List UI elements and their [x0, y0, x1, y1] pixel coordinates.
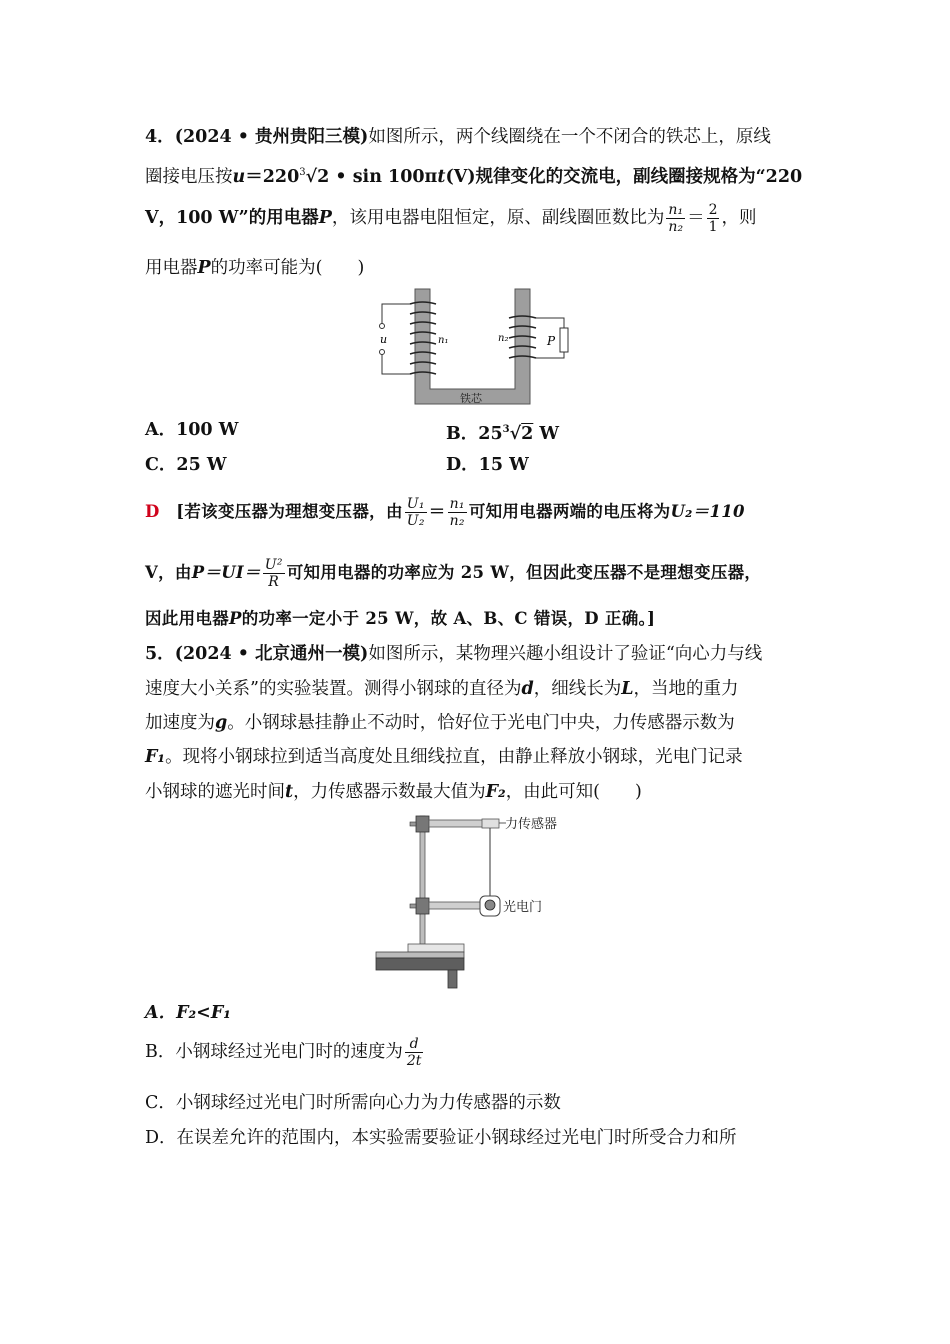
q4-line-3 — [145, 200, 810, 236]
answer-p3: U₂＝110 — [670, 502, 745, 521]
q5-text-3a: 加速度为 — [145, 713, 215, 733]
answer-eq: ＝ — [428, 502, 446, 521]
answer-frac-n-den: n₂ — [449, 513, 465, 529]
answer-frac-n — [448, 496, 467, 529]
q4-text-2c: 2 • sin 100π — [317, 166, 438, 187]
answer-p4: V，由 — [145, 563, 192, 582]
label-P: P — [547, 334, 556, 348]
q4-text-4b: 的功率可能为( ) — [210, 258, 365, 278]
var-L: L — [621, 679, 634, 699]
var-F1: F₁ — [145, 747, 166, 767]
answer-p5: P＝UI＝ — [191, 563, 261, 582]
q4-answer-line-1 — [145, 494, 810, 530]
q4-answer-line-2 — [145, 553, 810, 593]
answer-frac-power-den: R — [268, 574, 280, 590]
transformer-figure — [370, 286, 570, 408]
mid-clamp-screw — [410, 904, 416, 908]
opt-b-post: W — [533, 423, 560, 444]
q4-radical: √ — [305, 166, 318, 187]
q5-text-5a: 小钢球的遮光时间 — [145, 782, 285, 802]
q4-line-4 — [145, 255, 810, 281]
q5-text-4b: 。现将小钢球拉到适当高度处且细线拉直，由静止释放小钢球，光电门记录 — [165, 747, 743, 767]
q5-number: 5． — [145, 644, 175, 664]
opt-b-pre: B．25 — [446, 423, 503, 444]
answer-frac-U-den: U₂ — [406, 513, 425, 529]
q5-option-B-text: B．小钢球经过光电门时的速度为 — [145, 1042, 403, 1062]
q4-text-3d: ，则 — [721, 208, 757, 228]
q4-text-2b: ＝220 — [245, 166, 300, 187]
q5-text-5b: ，力传感器示数最大值为 — [293, 782, 486, 802]
top-clamp — [416, 816, 429, 832]
primary-wire-top — [382, 304, 410, 324]
q5-line-5 — [145, 779, 810, 805]
mid-clamp — [416, 898, 429, 914]
q4-number: 4． — [145, 127, 175, 147]
q4-line-2 — [145, 160, 810, 190]
q5-line-1 — [145, 641, 810, 667]
q5-source: (2024 • 北京通州一模) — [174, 644, 369, 664]
terminal-top — [380, 324, 385, 329]
q4-text-3a: V，100 W”的用电器 — [145, 208, 319, 228]
label-sensor: 力传感器 — [505, 817, 558, 832]
ratio-num: 2 — [708, 202, 718, 218]
answer-frac-power — [263, 557, 285, 590]
var-P: P — [318, 208, 332, 228]
var-t: t — [437, 166, 446, 187]
answer-frac-U — [405, 496, 427, 529]
q5-text-2b: ，细线长为 — [533, 679, 622, 699]
q4-option-B[interactable] — [446, 417, 559, 447]
velocity-num: d — [405, 1036, 424, 1053]
table-top — [376, 952, 464, 958]
label-u: u — [380, 333, 388, 346]
answer-p6: 可知用电器的功率应为 25 W，但因此变压器不是理想变压器， — [286, 563, 762, 582]
table-leg — [448, 970, 457, 988]
answer-frac-U-num: U₁ — [406, 496, 425, 512]
resistor-P — [560, 328, 568, 352]
secondary-wire-top — [536, 318, 564, 328]
opt-b-index: 3 — [502, 424, 510, 435]
q5-text-2a: 速度大小关系”的实验装置。测得小钢球的直径为 — [145, 679, 522, 699]
var-d: d — [521, 679, 534, 699]
turns-fraction — [666, 202, 685, 235]
q5-text-1: 如图所示，某物理兴趣小组设计了验证“向心力与线 — [368, 644, 763, 664]
q4-text-2d: (V)规律变化的交流电，副线圈接规格为“220 — [445, 166, 803, 187]
answer-p2: 可知用电器两端的电压将为 — [468, 502, 671, 521]
stand-base — [408, 944, 464, 952]
velocity-fraction — [405, 1036, 424, 1069]
q5-option-D[interactable]: D．在误差允许的范围内，本实验需要验证小钢球经过光电门时所受合力和所 — [145, 1128, 737, 1148]
answer-frac-power-num: U² — [264, 557, 283, 573]
q5-option-B[interactable] — [145, 1033, 425, 1071]
steel-ball — [485, 900, 495, 910]
q5-text-5c: ，由此可知( ) — [505, 782, 642, 802]
q4-text-3b: ，该用电器电阻恒定，原、副线圈匝数比为 — [331, 208, 665, 228]
label-core: 铁芯 — [460, 392, 482, 405]
q4-text-1: 如图所示，两个线圈绕在一个不闭合的铁芯上，原线 — [368, 127, 771, 147]
q5-text-3b: 。小钢球悬挂静止不动时，恰好位于光电门中央，力传感器示数为 — [227, 713, 735, 733]
label-n1: n₁ — [438, 335, 449, 346]
answer-letter: D — [145, 502, 160, 521]
q5-option-C[interactable]: C．小钢球经过光电门时所需向心力为力传感器的示数 — [145, 1093, 561, 1113]
q4-option-A[interactable]: A．100 W — [145, 420, 239, 440]
q4-option-C[interactable]: C．25 W — [145, 455, 227, 475]
q4-line-1 — [145, 124, 810, 150]
var-F2: F₂ — [485, 782, 506, 802]
q4-text-4a: 用电器 — [145, 258, 198, 278]
apparatus-figure — [372, 812, 572, 990]
q4-option-D[interactable]: D．15 W — [446, 455, 529, 475]
opt-b-root: 2 — [521, 423, 534, 444]
stand-pole — [420, 816, 425, 944]
upper-arm — [429, 820, 484, 827]
q4-source: (2024 • 贵州贵阳三模) — [174, 127, 369, 147]
lower-arm — [429, 902, 481, 909]
var-u: u — [232, 166, 246, 187]
var-g: g — [215, 713, 228, 733]
force-sensor — [482, 819, 499, 828]
q4-text-2a: 圈接电压按 — [145, 166, 233, 187]
ratio-den: 1 — [708, 219, 718, 235]
q5-line-2 — [145, 676, 810, 702]
answer-p1: [若该变压器为理想变压器，由 — [176, 502, 403, 521]
q5-line-4 — [145, 744, 810, 770]
label-gate: 光电门 — [503, 900, 543, 915]
q4-answer-line-3 — [145, 606, 810, 632]
q5-text-2c: ，当地的重力 — [633, 679, 739, 699]
q5-line-3 — [145, 710, 810, 736]
terminal-bottom — [380, 350, 385, 355]
root-index: 3 — [299, 167, 306, 178]
answer-var-P: P — [229, 609, 242, 628]
q4-eq: ＝ — [687, 208, 705, 228]
ratio-fraction — [707, 202, 720, 235]
velocity-den: 2t — [406, 1053, 422, 1069]
opt-b-radical: √ — [509, 423, 522, 444]
answer-p7b: 的功率一定小于 25 W，故 A、B、C 错误，D 正确。] — [241, 609, 656, 628]
answer-p7a: 因此用电器 — [145, 609, 229, 628]
top-clamp-screw — [410, 822, 416, 826]
label-n2: n₂ — [498, 333, 509, 344]
frac-num: n₁ — [668, 202, 684, 218]
secondary-wire-bottom — [536, 352, 564, 358]
q5-option-A[interactable]: A．F₂<F₁ — [145, 1003, 231, 1023]
table-edge — [376, 958, 464, 970]
q5-var-t: t — [285, 782, 294, 802]
var-P-2: P — [197, 258, 211, 278]
answer-frac-n-num: n₁ — [449, 496, 465, 512]
primary-wire-bottom — [382, 354, 410, 374]
frac-den: n₂ — [668, 219, 684, 235]
